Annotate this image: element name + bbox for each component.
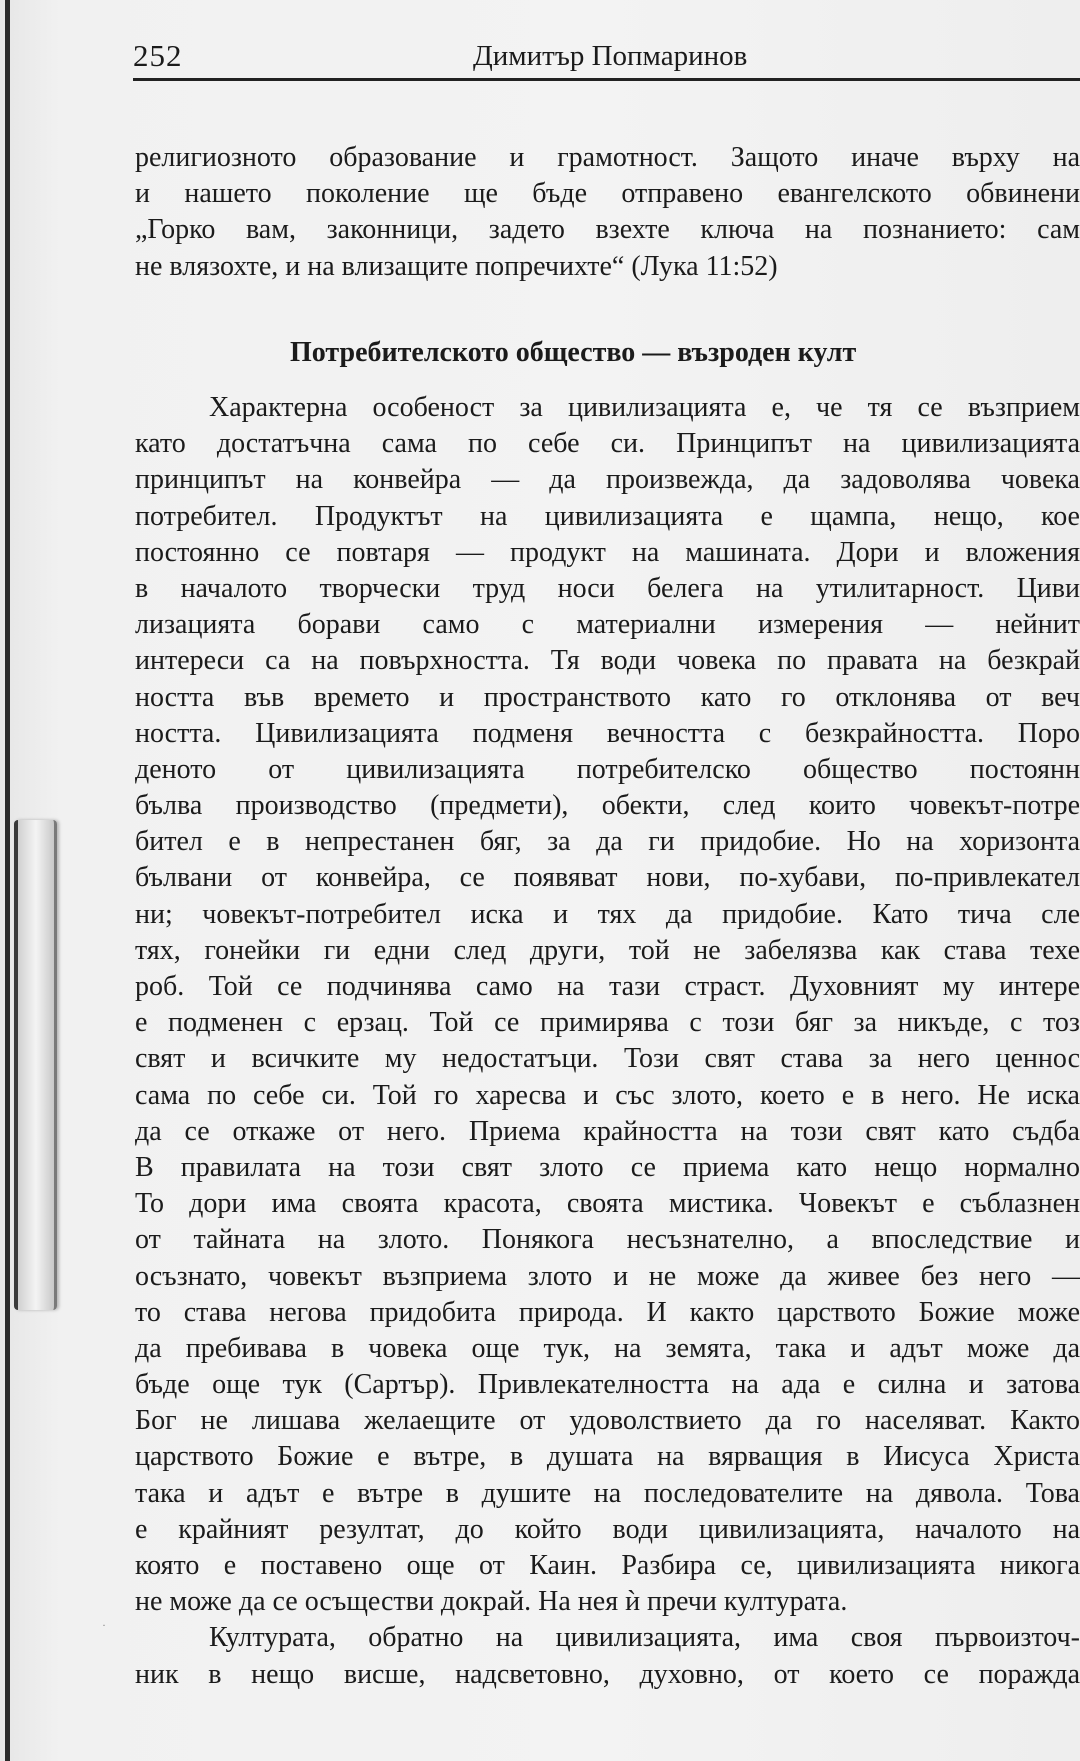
text-line: така и адът е вътре в душите на последователите на дявола. Това [135, 1477, 1080, 1509]
header-rule [133, 78, 1080, 81]
text-line: постоянно се повтаря — продукт на машината. Дори и вложения [135, 536, 1080, 568]
text-line: Културата, обратно на цивилизацията, има своя първоизточ- [209, 1622, 1080, 1654]
text-line: интереси са на повърхността. Тя води човека по правата на безкрай [135, 645, 1080, 677]
binding-edge [5, 0, 10, 1761]
text-line: и нашето поколение ще бъде отправено евангелското обвинени [135, 178, 1080, 210]
text-line: тях, гонейки ги едни след други, той не забелязва как става техе [135, 934, 1080, 966]
text-line: лизацията борави само с материални измерения — нейнит [135, 609, 1080, 641]
text-line: е подменен с ерзац. Той се примирява с този бяг за никъде, с тоз [135, 1007, 1080, 1039]
running-head: Димитър Попмаринов [473, 40, 748, 72]
text-line: ни; човекът-потребител иска и тях да придобие. Като тича сле [135, 898, 1080, 930]
text-line: роб. Той се подчинява само на тази страст. Духовният му интере [135, 971, 1080, 1002]
stray-mark: · [102, 1618, 106, 1632]
text-line: бъде още тук (Сартър). Привлекателността на ада е силна и затова [135, 1369, 1080, 1401]
text-line: е крайният резултат, до който води цивилизацията, началото на [135, 1513, 1080, 1545]
text-line: то става негова придобита природа. И както царството Божие може [135, 1296, 1080, 1328]
text-line: В правилата на този свят злото се приема като нещо нормално [135, 1151, 1080, 1183]
text-line: бълвани от конвейра, се появяват нови, по-хубави, по-привлекател [135, 862, 1080, 894]
page-number: 252 [133, 38, 183, 73]
text-line: принципът на конвейра — да произвежда, да задоволява човека [135, 464, 1080, 496]
text-line: ник в нещо висше, надсветовно, духовно, от което се поражда [135, 1658, 1080, 1690]
text-line: потребител. Продуктът на цивилизацията е щампа, нещо, кое [135, 500, 1080, 532]
text-line: която е поставено още от Каин. Разбира се, цивилизацията никога [135, 1550, 1080, 1581]
text-line: „Горко вам, законници, задето взехте ключа на познанието: сам [135, 214, 1080, 246]
bookmark-strip [14, 820, 57, 1310]
text-line: деното от цивилизацията потребителско общество постоянн [135, 753, 1080, 785]
text-line: религиозното образование и грамотност. Защото иначе върху на [135, 142, 1080, 173]
intro-paragraph [135, 140, 1080, 285]
text-line: да се откаже от него. Приема крайността на този свят като съдба [135, 1115, 1080, 1147]
text-line: То дори има своята красота, своята мистика. Човекът е съблазнен [135, 1188, 1080, 1220]
text-line: Характерна особеност за цивилизацията е, че тя се възприем [209, 392, 1080, 423]
text-line: не може да се осъществи докрай. На нея ѝ пречи културата. [135, 1586, 848, 1618]
text-line: Бог не лишава желаещите от удоволствието да го населяват. Както [135, 1405, 1080, 1437]
text-line: ността. Цивилизацията подменя вечността с безкрайността. Поро [135, 717, 1080, 749]
text-line: като достатъчна сама по себе си. Принципът на цивилизацията [135, 428, 1080, 460]
text-line: да пребивава в човека още тук, на земята, така и адът може да [135, 1332, 1080, 1364]
main-paragraphs [135, 390, 1080, 1693]
page-header [133, 38, 1080, 80]
text-line: в началото творчески труд носи белега на утилитарност. Циви [135, 572, 1080, 604]
text-line: ността във времето и пространството като го отклонява от веч [135, 681, 1080, 713]
text-line: бълва производство (предмети), обекти, след които човекът-потре [135, 790, 1080, 822]
text-line: осъзнато, човекът възприема злото и не може да живее без него — [135, 1260, 1080, 1292]
text-line: от тайната на злото. Понякога несъзнателно, а впоследствие и [135, 1224, 1080, 1256]
text-line: сама по себе си. Той го харесва и със злото, което е в него. Не иска [135, 1079, 1080, 1111]
text-line: свят и всичките му недостатъци. Този свят става за него ценнос [135, 1043, 1080, 1075]
text-line: бител е в непрестанен бяг, за да ги придобие. Но на хоризонта [135, 826, 1080, 858]
text-line: не влязохте, и на влизащите попречихте“ (Лука 11:52) [135, 250, 778, 282]
text-line: царството Божие е вътре, в душата на вярващия в Иисуса Христа [135, 1441, 1080, 1473]
section-heading: Потребителското общество — възроден култ [290, 337, 857, 368]
